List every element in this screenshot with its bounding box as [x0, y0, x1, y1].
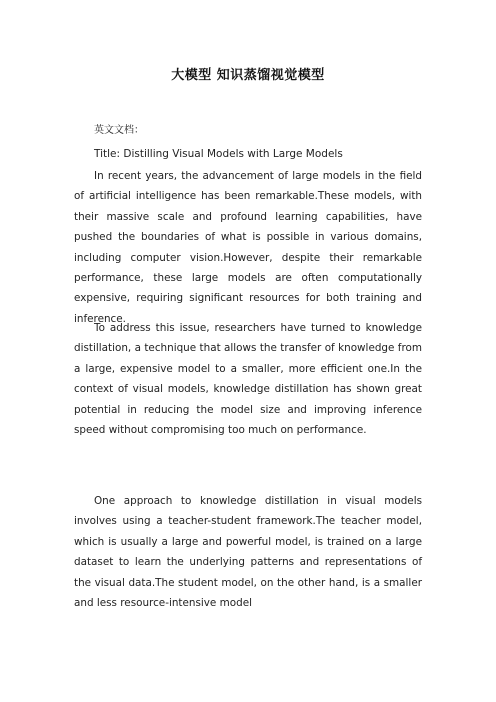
section-label: 英文文档：: [94, 125, 144, 136]
body-paragraph: In recent years, the advancement of large models in the field of artificial intelligence has been remarkable.These models, with their massive scale and profound learning capabilities, have pushed the boundaries of what is possible in various domains, including computer vision.However, despite their remarkable performance, these large models are often computationally expensive, requiring significant resources for both training and inference.: [74, 170, 422, 325]
body-paragraph: One approach to knowledge distillation in visual models involves using a teacher-student framework.The teacher model, which is usually a large and powerful model, is trained on a large dataset to learn the underlying patterns and representations of the visual data.The student model, on the other hand, is a smaller and less resource-intensive model: [74, 495, 422, 610]
body-paragraph: To address this issue, researchers have turned to knowledge distillation, a technique that allows the transfer of knowledge from a large, expensive model to a smaller, more efficient one.In the context of visual models, knowledge distillation has shown great potential in reducing the model size and improving inference speed without compromising too much on performance.: [74, 322, 422, 437]
document-title: 大模型 知识蒸馏视觉模型: [171, 68, 325, 83]
paper-title: Title: Distilling Visual Models with Large Models: [94, 148, 343, 160]
